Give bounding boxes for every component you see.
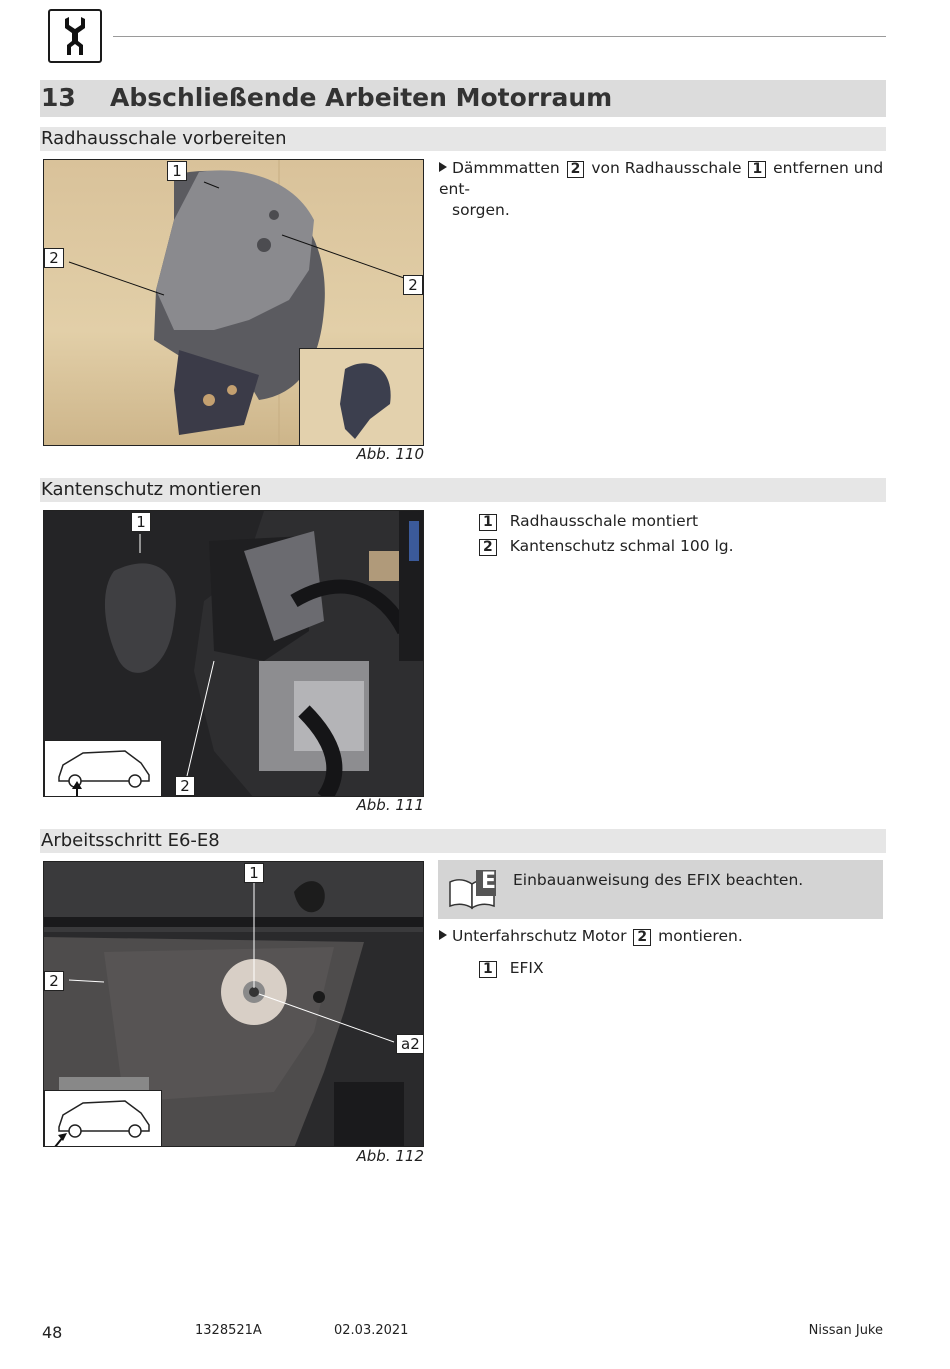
legend-number: 1 (479, 961, 497, 978)
callout-label: 2 (44, 248, 64, 268)
note-box (438, 860, 883, 919)
vehicle-locator-inset (44, 1090, 162, 1147)
inset-photo (299, 348, 424, 446)
figure-photo (43, 861, 424, 1147)
callout-label: 1 (131, 512, 151, 532)
wrench-icon (50, 11, 100, 61)
callout-label: a2 (396, 1034, 424, 1054)
reference-number: 2 (633, 929, 651, 946)
legend-number: 2 (479, 539, 497, 556)
header-rule (113, 36, 886, 37)
chapter-number: 13 (41, 83, 76, 112)
callout-label: 2 (175, 776, 195, 796)
legend-item: 1 EFIX (477, 958, 544, 979)
bullet-triangle-icon (439, 162, 447, 172)
legend-item: 1 Radhausschale montiert (477, 511, 698, 532)
document-number: 1328521A (195, 1323, 262, 1338)
document-date: 02.03.2021 (334, 1323, 409, 1338)
figure-caption: Abb. 111 (356, 796, 424, 814)
wheel-liner-inset (300, 349, 424, 446)
section-title: Radhausschale vorbereiten (41, 128, 287, 149)
note-icon-letter: E (481, 869, 497, 894)
bullet-triangle-icon (439, 930, 447, 940)
reference-number: 1 (748, 161, 766, 178)
figure-caption: Abb. 110 (356, 445, 424, 463)
callout-label: 1 (167, 161, 187, 181)
instruction-step: Dämmmatten 2 von Radhausschale 1 entfernen und ent- sorgen. (439, 159, 884, 219)
vehicle-locator-inset (44, 740, 162, 797)
figure-photo (43, 510, 424, 797)
legend-item: 2 Kantenschutz schmal 100 lg. (477, 536, 734, 557)
callout-label: 1 (244, 863, 264, 883)
section-title: Kantenschutz montieren (41, 479, 262, 500)
page-number: 48 (42, 1323, 63, 1342)
tool-icon-box (48, 9, 102, 63)
car-side-icon (45, 1091, 163, 1147)
callout-label: 2 (403, 275, 423, 295)
section-title: Arbeitsschritt E6-E8 (41, 830, 220, 851)
vehicle-model: Nissan Juke (808, 1323, 883, 1338)
figure-photo (43, 159, 424, 446)
car-side-icon (45, 741, 163, 797)
instruction-step: Unterfahrschutz Motor 2 montieren. (439, 926, 743, 947)
callout-label: 2 (44, 971, 64, 991)
note-text: Einbauanweisung des EFIX beachten. (513, 871, 804, 889)
chapter-title: Abschließende Arbeiten Motorraum (110, 83, 613, 112)
legend-number: 1 (479, 514, 497, 531)
reference-number: 2 (567, 161, 585, 178)
figure-caption: Abb. 112 (356, 1147, 424, 1165)
